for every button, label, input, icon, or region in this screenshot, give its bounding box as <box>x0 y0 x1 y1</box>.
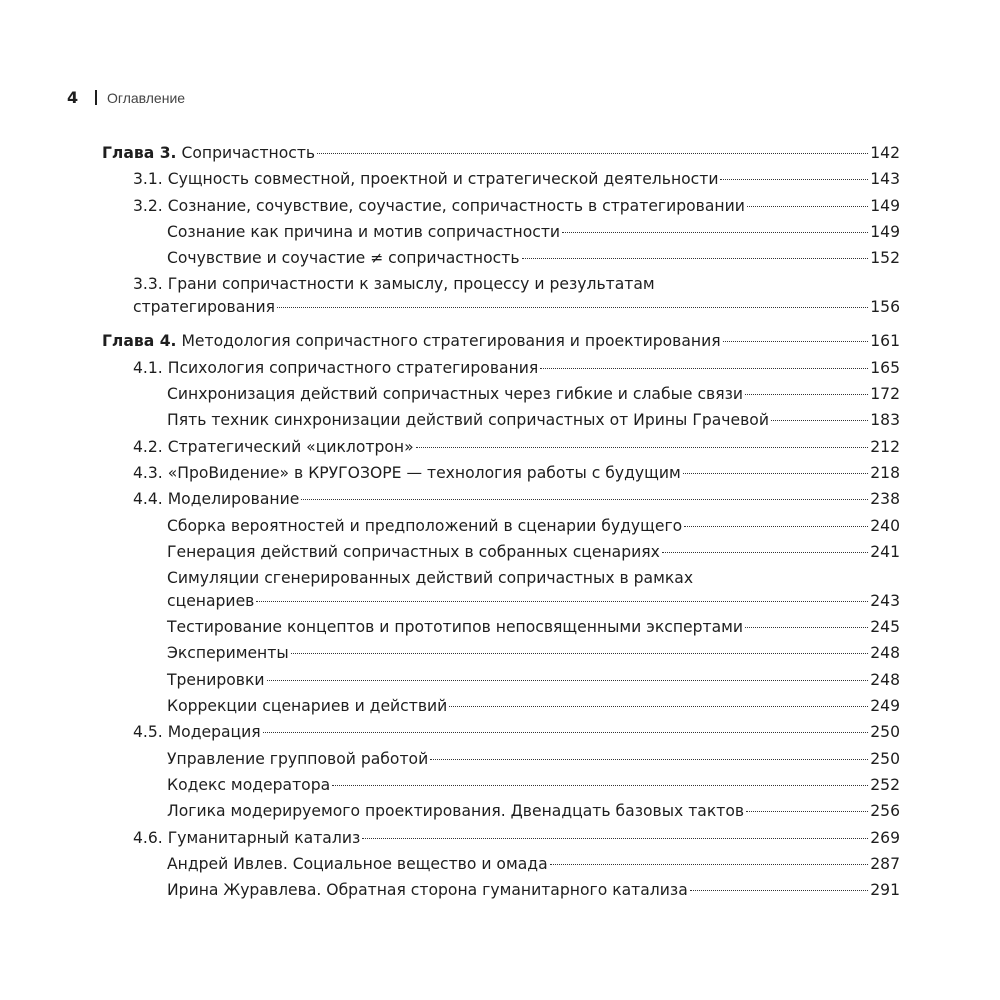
toc-line <box>102 460 900 486</box>
toc-entry[interactable] <box>102 381 900 407</box>
toc-line <box>102 434 900 460</box>
toc-entry[interactable] <box>102 825 900 851</box>
dot-leader <box>317 153 868 154</box>
dot-leader <box>683 473 868 474</box>
toc-entry[interactable] <box>102 460 900 486</box>
dot-leader <box>430 759 868 760</box>
toc-entry[interactable] <box>102 640 900 666</box>
entry-page-number: 250 <box>870 749 900 768</box>
entry-title: Методология сопричастного стратегирования и проектирования <box>181 332 721 351</box>
toc-entry[interactable] <box>102 614 900 640</box>
entry-page-number: 252 <box>870 775 900 794</box>
toc-line <box>102 798 900 824</box>
dot-leader <box>723 341 869 342</box>
toc-line <box>102 328 900 354</box>
toc-line <box>102 693 900 719</box>
toc-line <box>102 667 900 693</box>
dot-leader <box>745 394 868 395</box>
toc-line <box>102 193 900 219</box>
dot-leader <box>745 627 868 628</box>
entry-page-number: 249 <box>870 697 900 716</box>
dot-leader <box>720 179 868 180</box>
entry-page-number: 183 <box>870 411 900 430</box>
entry-title: 4.6. Гуманитарный катализ <box>133 828 361 847</box>
toc-line <box>102 166 900 192</box>
toc-line <box>102 140 900 166</box>
entry-title: 3.3. Грани сопричастности к замыслу, процессу и результатам <box>133 275 655 294</box>
entry-page-number: 149 <box>870 196 900 215</box>
entry-title: Сочувствие и соучастие ≠ сопричастность <box>167 249 520 268</box>
entry-title: Логика модерируемого проектирования. Двенадцать базовых тактов <box>167 802 745 821</box>
entry-page-number: 165 <box>870 358 900 377</box>
entry-page-number: 269 <box>870 828 900 847</box>
dot-leader <box>301 499 868 500</box>
dot-leader <box>684 526 868 527</box>
toc-chapter[interactable] <box>102 140 900 166</box>
entry-title: Сознание как причина и мотив сопричастности <box>167 222 561 241</box>
entry-page-number: 256 <box>870 802 900 821</box>
entry-page-number: 161 <box>870 332 900 351</box>
entry-title: Пять техник синхронизации действий сопричастных от Ирины Грачевой <box>167 411 769 430</box>
entry-title: 3.1. Сущность совместной, проектной и стратегической деятельности <box>133 170 719 189</box>
toc-entry[interactable] <box>102 719 900 745</box>
toc-line <box>102 296 900 319</box>
chapter-label: Глава 3. <box>102 144 177 162</box>
entry-title: сценариев <box>167 592 255 611</box>
toc-entry[interactable] <box>102 407 900 433</box>
toc-line <box>102 245 900 271</box>
toc-line <box>102 219 900 245</box>
toc-chapter[interactable] <box>102 328 900 354</box>
entry-title: 3.2. Сознание, сочувствие, соучастие, сопричастность в стратегировании <box>133 196 745 215</box>
entry-page-number: 287 <box>870 854 900 873</box>
toc-line <box>102 640 900 666</box>
toc-entry[interactable] <box>102 693 900 719</box>
toc-entry[interactable] <box>102 245 900 271</box>
entry-title: Тренировки <box>167 670 265 689</box>
toc-line <box>102 273 900 296</box>
entry-title: Коррекции сценариев и действий <box>167 697 448 716</box>
entry-title: Синхронизация действий сопричастных через гибкие и слабые связи <box>167 385 744 404</box>
entry-title: 4.4. Моделирование <box>133 490 300 509</box>
dot-leader <box>540 368 868 369</box>
toc-entry[interactable] <box>102 355 900 381</box>
entry-page-number: 156 <box>870 298 900 317</box>
dot-leader <box>332 785 868 786</box>
entry-page-number: 218 <box>870 463 900 482</box>
entry-title: Андрей Ивлев. Социальное вещество и омада <box>167 854 548 873</box>
toc-entry[interactable] <box>102 667 900 693</box>
dot-leader <box>416 447 869 448</box>
toc-entry[interactable] <box>102 746 900 772</box>
dot-leader <box>277 307 868 308</box>
entry-page-number: 245 <box>870 618 900 637</box>
dot-leader <box>522 258 869 259</box>
toc-entry[interactable] <box>102 193 900 219</box>
toc-line <box>102 772 900 798</box>
entry-title: Управление групповой работой <box>167 749 429 768</box>
toc-line <box>102 355 900 381</box>
toc-line <box>102 851 900 877</box>
entry-page-number: 243 <box>870 592 900 611</box>
toc-line <box>102 719 900 745</box>
entry-title: Ирина Журавлева. Обратная сторона гуманитарного катализа <box>167 881 688 900</box>
toc-line <box>102 486 900 512</box>
entry-page-number: 248 <box>870 670 900 689</box>
toc-line <box>102 567 900 590</box>
entry-title: Кодекс модератора <box>167 775 331 794</box>
entry-page-number: 238 <box>870 490 900 509</box>
entry-title: Эксперименты <box>167 644 289 663</box>
toc-entry[interactable] <box>102 513 900 539</box>
entry-page-number: 172 <box>870 385 900 404</box>
dot-leader <box>362 838 868 839</box>
entry-page-number: 142 <box>870 144 900 162</box>
entry-title: Сборка вероятностей и предположений в сценарии будущего <box>167 516 683 535</box>
entry-title: 4.1. Психология сопричастного стратегирования <box>133 358 539 377</box>
entry-title: Тестирование концептов и прототипов непосвященными экспертами <box>167 618 744 637</box>
entry-title: 4.2. Стратегический «циклотрон» <box>133 437 414 456</box>
toc-line <box>102 746 900 772</box>
page-number: 4 <box>67 88 79 107</box>
entry-title: Симуляции сгенерированных действий сопричастных в рамках <box>167 569 694 588</box>
dot-leader <box>746 811 868 812</box>
entry-page-number: 149 <box>870 222 900 241</box>
toc-entry[interactable] <box>102 565 900 614</box>
entry-title: Генерация действий сопричастных в собранных сценариях <box>167 542 660 561</box>
toc-entry[interactable] <box>102 851 900 877</box>
entry-page-number: 152 <box>870 249 900 268</box>
entry-page-number: 241 <box>870 542 900 561</box>
dot-leader <box>291 653 869 654</box>
entry-title: 4.5. Модерация <box>133 723 261 742</box>
dot-leader <box>550 864 869 865</box>
toc-entry[interactable] <box>102 486 900 512</box>
toc-line <box>102 407 900 433</box>
toc-line <box>102 877 900 903</box>
section-title: Оглавление <box>107 89 186 106</box>
toc-entry[interactable] <box>102 772 900 798</box>
dot-leader <box>267 680 869 681</box>
running-header <box>67 88 185 107</box>
entry-page-number: 248 <box>870 644 900 663</box>
dot-leader <box>662 552 868 553</box>
entry-page-number: 250 <box>870 723 900 742</box>
toc-entry[interactable] <box>102 539 900 565</box>
entry-page-number: 291 <box>870 881 900 900</box>
dot-leader <box>562 232 868 233</box>
toc-line <box>102 513 900 539</box>
toc-entry[interactable] <box>102 271 900 320</box>
entry-page-number: 143 <box>870 170 900 189</box>
entry-page-number: 240 <box>870 516 900 535</box>
entry-title: 4.3. «ПроВидение» в КРУГОЗОРЕ — технология работы с будущим <box>133 463 681 482</box>
entry-page-number: 212 <box>870 437 900 456</box>
dot-leader <box>449 706 868 707</box>
dot-leader <box>263 732 869 733</box>
toc-entry[interactable] <box>102 166 900 192</box>
toc-entry[interactable] <box>102 434 900 460</box>
toc-entry[interactable] <box>102 219 900 245</box>
header-divider <box>95 90 97 105</box>
toc-line <box>102 614 900 640</box>
table-of-contents <box>102 140 900 903</box>
chapter-label: Глава 4. <box>102 332 177 351</box>
entry-title: Сопричастность <box>181 144 316 162</box>
dot-leader <box>747 206 868 207</box>
toc-entry[interactable] <box>102 877 900 903</box>
dot-leader <box>256 601 868 602</box>
toc-line <box>102 590 900 613</box>
toc-line <box>102 539 900 565</box>
dot-leader <box>771 420 868 421</box>
dot-leader <box>690 890 868 891</box>
toc-line <box>102 381 900 407</box>
entry-title: стратегирования <box>133 298 276 317</box>
toc-entry[interactable] <box>102 798 900 824</box>
toc-line <box>102 825 900 851</box>
